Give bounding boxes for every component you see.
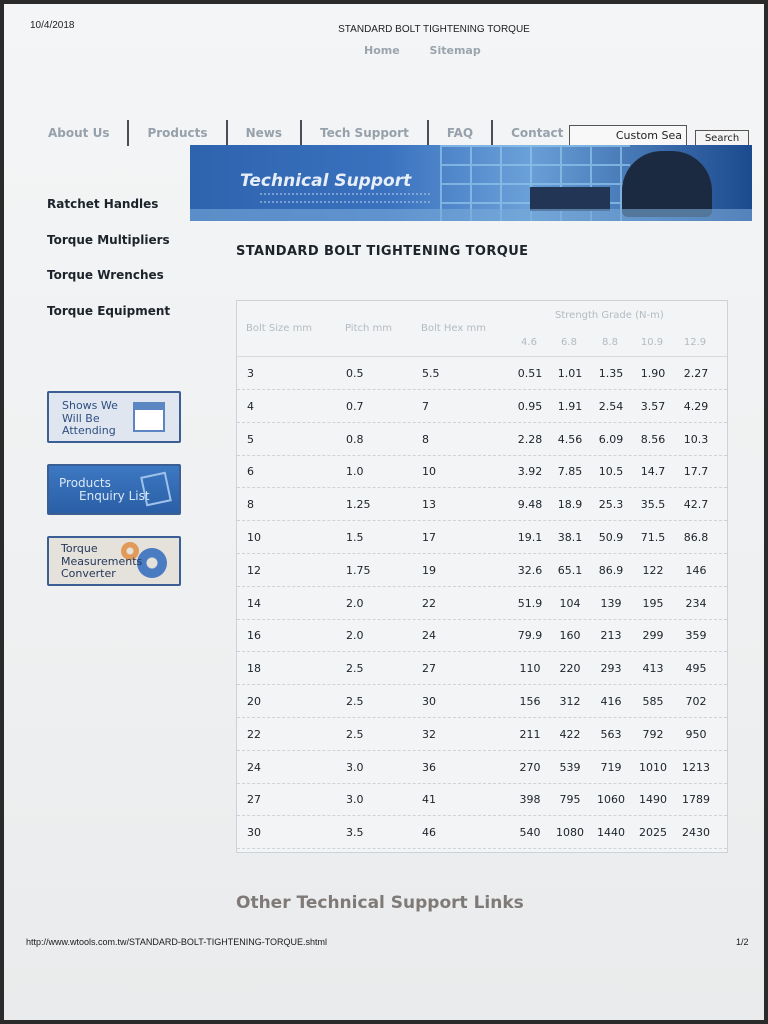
cell-grade-12-9: 359 [685,629,707,643]
cell-grade-6-8: 1.91 [557,399,583,413]
nav-about-us[interactable]: About Us [30,120,129,146]
nav-faq[interactable]: FAQ [429,120,493,146]
table-row [237,783,727,816]
table-row [237,488,727,521]
print-date: 10/4/2018 [30,20,75,31]
cell-grade-6-8: 1080 [556,826,584,840]
cell-grade-10-9: 1010 [639,760,667,774]
table-row [237,357,727,390]
cell-pitch: 3.0 [346,793,364,807]
cell-bolt-hex: 19 [422,563,436,577]
cell-grade-12-9: 495 [685,662,707,676]
cell-grade-8-8: 1440 [597,826,625,840]
sidebar-item-torque-equipment[interactable]: Torque Equipment [47,303,171,318]
cell-grade-12-9: 1789 [682,793,710,807]
header-strength-grade: Strength Grade (N-m) [555,310,664,321]
cell-grade-12-9: 1213 [682,760,710,774]
cell-bolt-size: 4 [247,399,254,413]
top-links [364,44,507,57]
header-bolt-hex: Bolt Hex mm [421,323,486,334]
nav-news[interactable]: News [228,120,302,146]
cell-grade-12-9: 702 [685,695,707,708]
cell-pitch: 1.25 [346,498,371,512]
cell-bolt-size: 16 [247,629,261,643]
converter-button-line: Torque [61,542,98,555]
cell-grade-4-6: 19.1 [517,531,543,544]
table-row [237,423,727,456]
cell-grade-8-8: 563 [600,727,622,741]
cell-bolt-size: 5 [247,432,254,446]
cell-pitch: 3.0 [346,760,364,774]
header-grade: 12.9 [683,337,707,348]
cell-bolt-hex: 22 [422,596,436,610]
cell-bolt-hex: 7 [422,399,429,413]
cell-bolt-hex: 5.5 [422,367,440,380]
main-nav [30,120,581,146]
cell-grade-8-8: 719 [600,760,622,774]
cell-pitch: 0.5 [346,367,364,380]
cell-grade-8-8: 1.35 [598,367,624,380]
header-grade: 6.8 [561,337,577,348]
cell-grade-10-9: 2025 [639,826,667,840]
cell-bolt-size: 27 [247,793,261,807]
cell-pitch: 0.7 [346,399,364,413]
home-link[interactable]: Home [364,44,400,57]
cell-grade-10-9: 195 [642,596,664,610]
cell-grade-8-8: 1060 [597,793,625,807]
cell-bolt-size: 10 [247,531,261,544]
search-input[interactable]: Custom Sea [569,125,687,147]
cell-grade-12-9: 950 [685,727,707,741]
converter-button-line: Converter [61,567,116,580]
cell-grade-12-9: 42.7 [683,498,709,512]
cell-bolt-hex: 13 [422,498,436,512]
cell-pitch: 3.5 [346,826,364,840]
cell-bolt-hex: 8 [422,432,429,446]
table-row [237,521,727,554]
cell-grade-4-6: 211 [519,727,541,741]
cell-grade-6-8: 4.56 [557,432,583,446]
cell-grade-8-8: 86.9 [598,563,624,577]
cell-grade-8-8: 50.9 [598,531,624,544]
cell-bolt-hex: 30 [422,695,436,708]
cell-bolt-hex: 46 [422,826,436,840]
cell-grade-10-9: 413 [642,662,664,676]
cell-bolt-size: 14 [247,596,261,610]
cell-bolt-hex: 32 [422,727,436,741]
cell-grade-6-8: 312 [559,695,581,708]
cell-bolt-hex: 36 [422,760,436,774]
sidebar-menu [47,197,170,339]
cell-grade-10-9: 585 [642,695,664,708]
cell-bolt-hex: 10 [422,465,436,479]
cell-grade-10-9: 71.5 [640,531,666,544]
shows-button-line: Shows We [62,399,118,412]
cell-pitch: 2.5 [346,695,364,708]
cell-grade-12-9: 2430 [682,826,710,840]
cell-grade-8-8: 416 [600,695,622,708]
products-enquiry-list-button[interactable] [47,464,181,515]
converter-button-line: Measurements [61,554,143,568]
cell-grade-4-6: 3.92 [517,465,543,479]
cell-bolt-size: 20 [247,695,261,708]
cell-grade-6-8: 65.1 [557,563,583,577]
list-icon [140,472,172,507]
cell-grade-8-8: 139 [600,596,622,610]
cell-grade-4-6: 398 [519,793,541,807]
sitemap-link[interactable]: Sitemap [429,44,481,57]
cell-grade-8-8: 6.09 [598,432,624,446]
desk-graphic [530,187,610,211]
nav-contact[interactable]: Contact [511,126,564,140]
table-row [237,685,727,718]
banner-subtext-graphic [260,193,430,203]
print-title: STANDARD BOLT TIGHTENING TORQUE [338,24,530,35]
cell-bolt-size: 24 [247,760,261,774]
sidebar-item-torque-wrenches[interactable]: Torque Wrenches [47,268,164,282]
header-bolt-size: Bolt Size mm [246,323,313,334]
cell-pitch: 2.0 [346,629,364,643]
cell-grade-4-6: 540 [519,826,541,840]
print-footer-url: http://www.wtools.com.tw/STANDARD-BOLT-TIGHTENING-TORQUE.shtml [26,937,328,947]
cell-grade-12-9: 86.8 [683,531,709,544]
table-row [237,455,727,488]
shows-button-line: Attending [62,424,116,437]
shows-we-will-be-attending-button[interactable] [47,391,181,443]
cell-bolt-size: 18 [247,662,261,676]
cell-grade-10-9: 122 [642,563,664,577]
cell-grade-12-9: 2.27 [683,367,709,380]
cell-grade-12-9: 146 [685,563,707,577]
cell-grade-4-6: 110 [519,662,541,676]
cell-grade-12-9: 234 [685,596,707,610]
cell-grade-6-8: 1.01 [557,367,583,380]
cell-grade-6-8: 539 [559,760,581,774]
print-footer-page: 1/2 [736,937,749,947]
cell-grade-10-9: 8.56 [640,432,666,446]
cell-grade-8-8: 2.54 [598,399,624,413]
cell-bolt-size: 22 [247,727,261,741]
cell-grade-6-8: 220 [559,662,581,676]
cell-pitch: 1.75 [346,563,371,577]
cell-grade-4-6: 270 [519,760,541,774]
cell-grade-6-8: 160 [559,629,581,643]
cell-grade-4-6: 79.9 [517,629,543,643]
cell-bolt-size: 3 [247,367,254,380]
banner-strip [190,209,752,221]
cell-pitch: 1.0 [346,465,364,479]
cell-grade-10-9: 792 [642,727,664,741]
table-row [237,554,727,587]
cell-grade-10-9: 14.7 [640,465,666,479]
cell-bolt-size: 30 [247,826,261,840]
cell-grade-10-9: 299 [642,629,664,643]
cell-grade-6-8: 104 [559,596,581,610]
table-row [237,652,727,685]
cell-grade-4-6: 32.6 [517,563,543,577]
torque-table [236,300,728,853]
products-button-line: Enquiry List [79,489,150,503]
sidebar-item-torque-multipliers[interactable]: Torque Multipliers [47,232,170,247]
table-row [237,718,727,751]
nav-tech-support[interactable]: Tech Support [302,120,429,146]
page-title: STANDARD BOLT TIGHTENING TORQUE [236,244,529,259]
cell-grade-6-8: 7.85 [557,465,583,479]
cell-bolt-hex: 17 [422,531,436,544]
table-row [237,587,727,620]
header-grade: 8.8 [602,337,618,348]
cell-grade-10-9: 3.57 [640,399,666,413]
cell-grade-4-6: 2.28 [517,432,543,446]
cell-grade-8-8: 25.3 [598,498,624,512]
cell-grade-4-6: 0.95 [517,399,543,413]
cell-pitch: 0.8 [346,432,364,446]
header-pitch: Pitch mm [345,323,393,334]
table-row [237,816,727,849]
cell-bolt-hex: 27 [422,662,436,676]
torque-measurements-converter-button[interactable] [47,536,181,586]
cell-grade-6-8: 795 [559,793,581,807]
search-button[interactable]: Search [695,130,749,147]
shows-button-line: Will Be [62,411,100,425]
cell-grade-6-8: 422 [559,727,581,741]
cell-grade-10-9: 1.90 [640,367,666,380]
cell-bolt-hex: 41 [422,793,436,807]
person-silhouette-graphic [622,151,712,217]
shows-button-label [62,400,118,438]
converter-button-label [61,543,142,581]
cell-pitch: 2.5 [346,727,364,741]
sidebar-item-ratchet-handles[interactable]: Ratchet Handles [47,197,159,211]
technical-support-banner [190,145,752,221]
nav-products[interactable]: Products [129,120,227,146]
cell-grade-10-9: 35.5 [640,498,666,512]
header-grade: 10.9 [640,337,664,348]
cell-grade-12-9: 4.29 [683,399,709,413]
table-row [237,751,727,784]
cell-pitch: 2.5 [346,662,364,676]
calendar-icon [133,402,165,432]
cell-grade-6-8: 18.9 [557,498,583,512]
other-links-heading: Other Technical Support Links [236,893,524,913]
table-row [237,390,727,423]
cell-bolt-hex: 24 [422,629,436,643]
cell-grade-10-9: 1490 [639,793,667,807]
cell-grade-4-6: 51.9 [517,596,543,610]
cell-grade-8-8: 293 [600,662,622,676]
cell-pitch: 2.0 [346,596,364,610]
cell-grade-8-8: 213 [600,629,622,643]
table-row [237,619,727,652]
cell-grade-8-8: 10.5 [598,465,624,479]
products-button-line: Products [59,476,111,490]
cell-grade-12-9: 17.7 [683,465,709,479]
cell-grade-4-6: 9.48 [517,498,543,512]
cell-grade-6-8: 38.1 [557,531,583,544]
cell-bolt-size: 6 [247,465,254,479]
cell-grade-4-6: 0.51 [517,367,543,380]
cell-bolt-size: 12 [247,563,261,577]
cell-bolt-size: 8 [247,498,254,512]
cell-pitch: 1.5 [346,531,364,544]
cell-grade-12-9: 10.3 [683,432,709,446]
banner-title: Technical Support [240,171,412,191]
header-grade: 4.6 [521,337,537,348]
cell-grade-4-6: 156 [519,695,541,708]
